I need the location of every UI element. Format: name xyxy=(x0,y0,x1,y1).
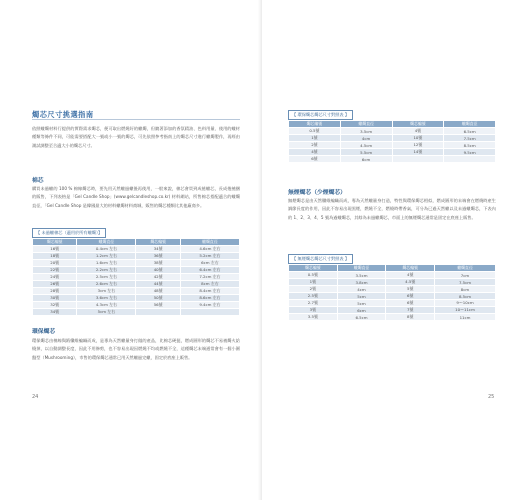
table-cell: 22號 xyxy=(33,267,77,274)
table-cell: 6.4cm 左右 xyxy=(180,267,239,274)
table-cell: 8cm 左右 xyxy=(180,281,239,288)
table-cell xyxy=(444,156,496,163)
table-cell: 36號 xyxy=(136,253,180,260)
table-cell: 38號 xyxy=(136,260,180,267)
table-header-row xyxy=(289,121,496,128)
table-cell: 32號 xyxy=(33,302,77,309)
table-cell: 6號 xyxy=(386,293,435,300)
table-cell: 8cm xyxy=(435,286,496,293)
table-cell: 48號 xyxy=(136,288,180,295)
section-heading-smokeless: 無煙燭芯（少煙燭芯） xyxy=(288,190,346,196)
table-cell: 7.2cm 左右 xyxy=(180,274,239,281)
table-cell: 5.2cm 左右 xyxy=(180,253,239,260)
table-cell: 50號 xyxy=(136,295,180,302)
table-row xyxy=(33,281,240,288)
column-header: 燭芯編號 xyxy=(289,121,341,128)
table-cell xyxy=(136,309,180,316)
table-row xyxy=(289,156,496,163)
right-page xyxy=(262,0,520,500)
table-cell: 1.6cm 左右 xyxy=(77,260,136,267)
column-header: 蠟燭直徑 xyxy=(435,265,496,272)
table-cell: 4號 xyxy=(386,272,435,279)
column-header: 蠟燭直徑 xyxy=(180,239,239,246)
table-row xyxy=(289,300,496,307)
table-row xyxy=(289,135,496,142)
table-cell: 4號 xyxy=(289,149,341,156)
table-cell: 3cm 左右 xyxy=(77,288,136,295)
table-row xyxy=(289,286,496,293)
table-cell: 34號 xyxy=(33,309,77,316)
table-cell: 2號 xyxy=(289,142,341,149)
table-cell: 8.5cm xyxy=(444,142,496,149)
table-cell: 2.2cm 左右 xyxy=(77,267,136,274)
column-header: 燭芯編號 xyxy=(392,121,444,128)
smokeless-table-title: 【 無煙燭芯燭芯尺寸對照表 】 xyxy=(288,254,353,264)
table-cell: 8.6cm 左右 xyxy=(180,295,239,302)
column-header: 燭芯編號 xyxy=(386,265,435,272)
table-row xyxy=(33,302,240,309)
table-cell: 30號 xyxy=(33,295,77,302)
table-cell: 1號 xyxy=(289,279,338,286)
table-cell: 5.5cm xyxy=(340,149,392,156)
page-number-left: 24 xyxy=(32,394,39,400)
cotton-paragraph: 購買未過蠟的 100 % 棉線燭芯時，要先用天然蠟過蠟後再使用，一般來說，棉芯會買到成捲蠟芯，長成捲繞捆的販售，下列表格是「Gel Candle Shop」(www.gelcandleshop.co.kr) 材料網站，所售棉芯搭配適合的蠟燭直徑，「Gel Candle Shop 是韓國最大的材料蠟燭材料商城，販售的燭芯種類比其他廠商多。 xyxy=(32,186,240,208)
table-cell xyxy=(392,156,444,163)
smokeless-wick-table xyxy=(288,264,496,321)
table-cell: 20號 xyxy=(33,260,77,267)
table-cell: 44號 xyxy=(136,281,180,288)
table-cell: 5cm xyxy=(337,293,386,300)
table-row xyxy=(289,142,496,149)
table-cell: 6號 xyxy=(289,156,341,163)
table-header-row xyxy=(33,239,240,246)
table-row xyxy=(33,267,240,274)
table-row xyxy=(289,293,496,300)
table-cell: 24號 xyxy=(33,274,77,281)
cotton-table-title: 【 未過蠟棉芯（適用於所有蠟燭）】 xyxy=(32,228,106,238)
table-cell: 8號 xyxy=(386,314,435,321)
table-cell: 4cm xyxy=(337,286,386,293)
table-cell: 6cm 左右 xyxy=(180,260,239,267)
table-cell: 4.5號 xyxy=(386,279,435,286)
table-cell: 0.5號 xyxy=(289,272,338,279)
table-cell: 26號 xyxy=(33,281,77,288)
column-header: 蠟燭直徑 xyxy=(444,121,496,128)
table-row xyxy=(33,288,240,295)
table-cell: 2.7號 xyxy=(289,300,338,307)
table-row xyxy=(33,260,240,267)
table-cell: 5cm 左右 xyxy=(77,309,136,316)
table-row xyxy=(33,274,240,281)
table-cell: 3.6cm 左右 xyxy=(77,295,136,302)
table-cell: 5cm xyxy=(337,300,386,307)
table-cell: 14號 xyxy=(392,149,444,156)
section-heading-eco: 環保燭芯 xyxy=(32,329,56,335)
table-cell: 3.5cm xyxy=(337,272,386,279)
table-row xyxy=(289,149,496,156)
table-cell: 3.5cm xyxy=(340,128,392,135)
cotton-wick-table xyxy=(32,238,240,316)
table-cell: 10號 xyxy=(392,135,444,142)
table-cell: 7cm xyxy=(435,272,496,279)
table-cell: 6cm xyxy=(337,307,386,314)
table-cell: 7.5cm xyxy=(435,279,496,286)
table-cell: 9～10cm xyxy=(435,300,496,307)
table-cell: 56號 xyxy=(136,302,180,309)
table-cell: 0.5號 xyxy=(289,128,341,135)
table-cell: 2號 xyxy=(289,286,338,293)
table-cell: 6.5cm xyxy=(337,314,386,321)
smokeless-paragraph: 無煙燭芯是由天然纖維編織而成，專為天然蠟量身打造，特性與環保燭芯相似，燃成圓形的末端會在燃燒時產生調節長度的作用，因此不容易出現黑煙，燃燒不全，燃燒時帶香氣，可分為已過天然蠟以及未過蠟燭芯，下表內的 1、2、3、4、5 號為過蠟燭芯，其餘為未過蠟燭芯，市面上的無煙燭芯通常是固定在底座上販售。 xyxy=(288,198,496,220)
intro-paragraph: 依照蠟燭材料行提供的實際需求燭芯，便可取出燃燒好的蠟燭，但隨著添加的香氛精油、色料用量、使用的蠟材種類等條件不同，可能需要搭配大一號或小一號的燭芯，可先依照參考指南上的燭芯尺寸進行蠟燭製作，再經由測試調整至合適大小的燭芯尺寸。 xyxy=(32,126,240,148)
table-row xyxy=(33,295,240,302)
heading-rule xyxy=(32,119,240,120)
table-cell: 42號 xyxy=(136,274,180,281)
column-header: 燭芯編號 xyxy=(136,239,180,246)
column-header: 蠟燭直徑 xyxy=(337,265,386,272)
table-cell: 4.3cm 左右 xyxy=(77,302,136,309)
table-cell: 5號 xyxy=(386,286,435,293)
table-cell: 6號 xyxy=(386,300,435,307)
page-number-right: 25 xyxy=(488,394,495,400)
table-cell: 3號 xyxy=(289,307,338,314)
column-header: 燭芯編號 xyxy=(33,239,77,246)
table-cell xyxy=(180,309,239,316)
table-cell: 10～11cm xyxy=(435,307,496,314)
table-row xyxy=(289,307,496,314)
table-row xyxy=(289,279,496,286)
table-cell: 11cm xyxy=(435,314,496,321)
table-cell: 0.4cm 左右 xyxy=(77,246,136,253)
table-cell: 4.6cm 左右 xyxy=(180,246,239,253)
table-cell: 2.6cm 左右 xyxy=(77,281,136,288)
table-cell: 3.5號 xyxy=(289,314,338,321)
table-cell: 9.4cm 左右 xyxy=(180,302,239,309)
table-cell: 12號 xyxy=(392,142,444,149)
table-cell: 28號 xyxy=(33,288,77,295)
table-cell: 18號 xyxy=(33,253,77,260)
table-cell: 34號 xyxy=(136,246,180,253)
section-heading-cotton: 棉芯 xyxy=(32,178,44,184)
table-cell: 4.5cm xyxy=(340,142,392,149)
table-cell: 3.8cm xyxy=(337,279,386,286)
column-header: 燭芯編號 xyxy=(289,265,338,272)
table-row xyxy=(289,272,496,279)
eco-wick-table xyxy=(288,120,496,163)
table-cell: 6.5cm xyxy=(444,128,496,135)
page-heading: 燭芯尺寸挑選指南 xyxy=(32,110,94,119)
eco-paragraph: 環保燭芯由棉線與紙纖維編織而成，是專為天然蠟量身打做的產品，比棉芯硬挺，燃成圓形的燭芯不易被燭火給燒掉，以自動調整長度，因此不用修剪，也不容易出現因燃燒不均或燃燒不全，這種燭芯末端通常會有一個小圓盤型（Mushrooming），市售的環保燭芯通常已用天然蠟過完蠟，固定於底座上販售。 xyxy=(32,338,240,360)
table-cell: 6cm xyxy=(340,156,392,163)
table-cell: 2.5號 xyxy=(289,293,338,300)
table-row xyxy=(289,314,496,321)
table-cell: 9.5cm xyxy=(444,149,496,156)
table-cell: 1.2cm 左右 xyxy=(77,253,136,260)
column-header: 蠟燭直徑 xyxy=(340,121,392,128)
table-cell: 4號 xyxy=(392,128,444,135)
table-header-row xyxy=(289,265,496,272)
table-cell: 40號 xyxy=(136,267,180,274)
table-cell: 4cm xyxy=(340,135,392,142)
table-row xyxy=(289,128,496,135)
table-row xyxy=(33,246,240,253)
table-cell: 8.4cm 左右 xyxy=(180,288,239,295)
column-header: 蠟燭直徑 xyxy=(77,239,136,246)
table-cell: 2.5cm 左右 xyxy=(77,274,136,281)
table-cell: 8.5cm xyxy=(435,293,496,300)
table-cell: 1號 xyxy=(289,135,341,142)
eco-table-title: 【 環保燭芯燭芯尺寸對照表 】 xyxy=(288,110,353,120)
table-row xyxy=(33,253,240,260)
table-cell: 7.5cm xyxy=(444,135,496,142)
table-cell: 16號 xyxy=(33,246,77,253)
table-row xyxy=(33,309,240,316)
table-cell: 7號 xyxy=(386,307,435,314)
